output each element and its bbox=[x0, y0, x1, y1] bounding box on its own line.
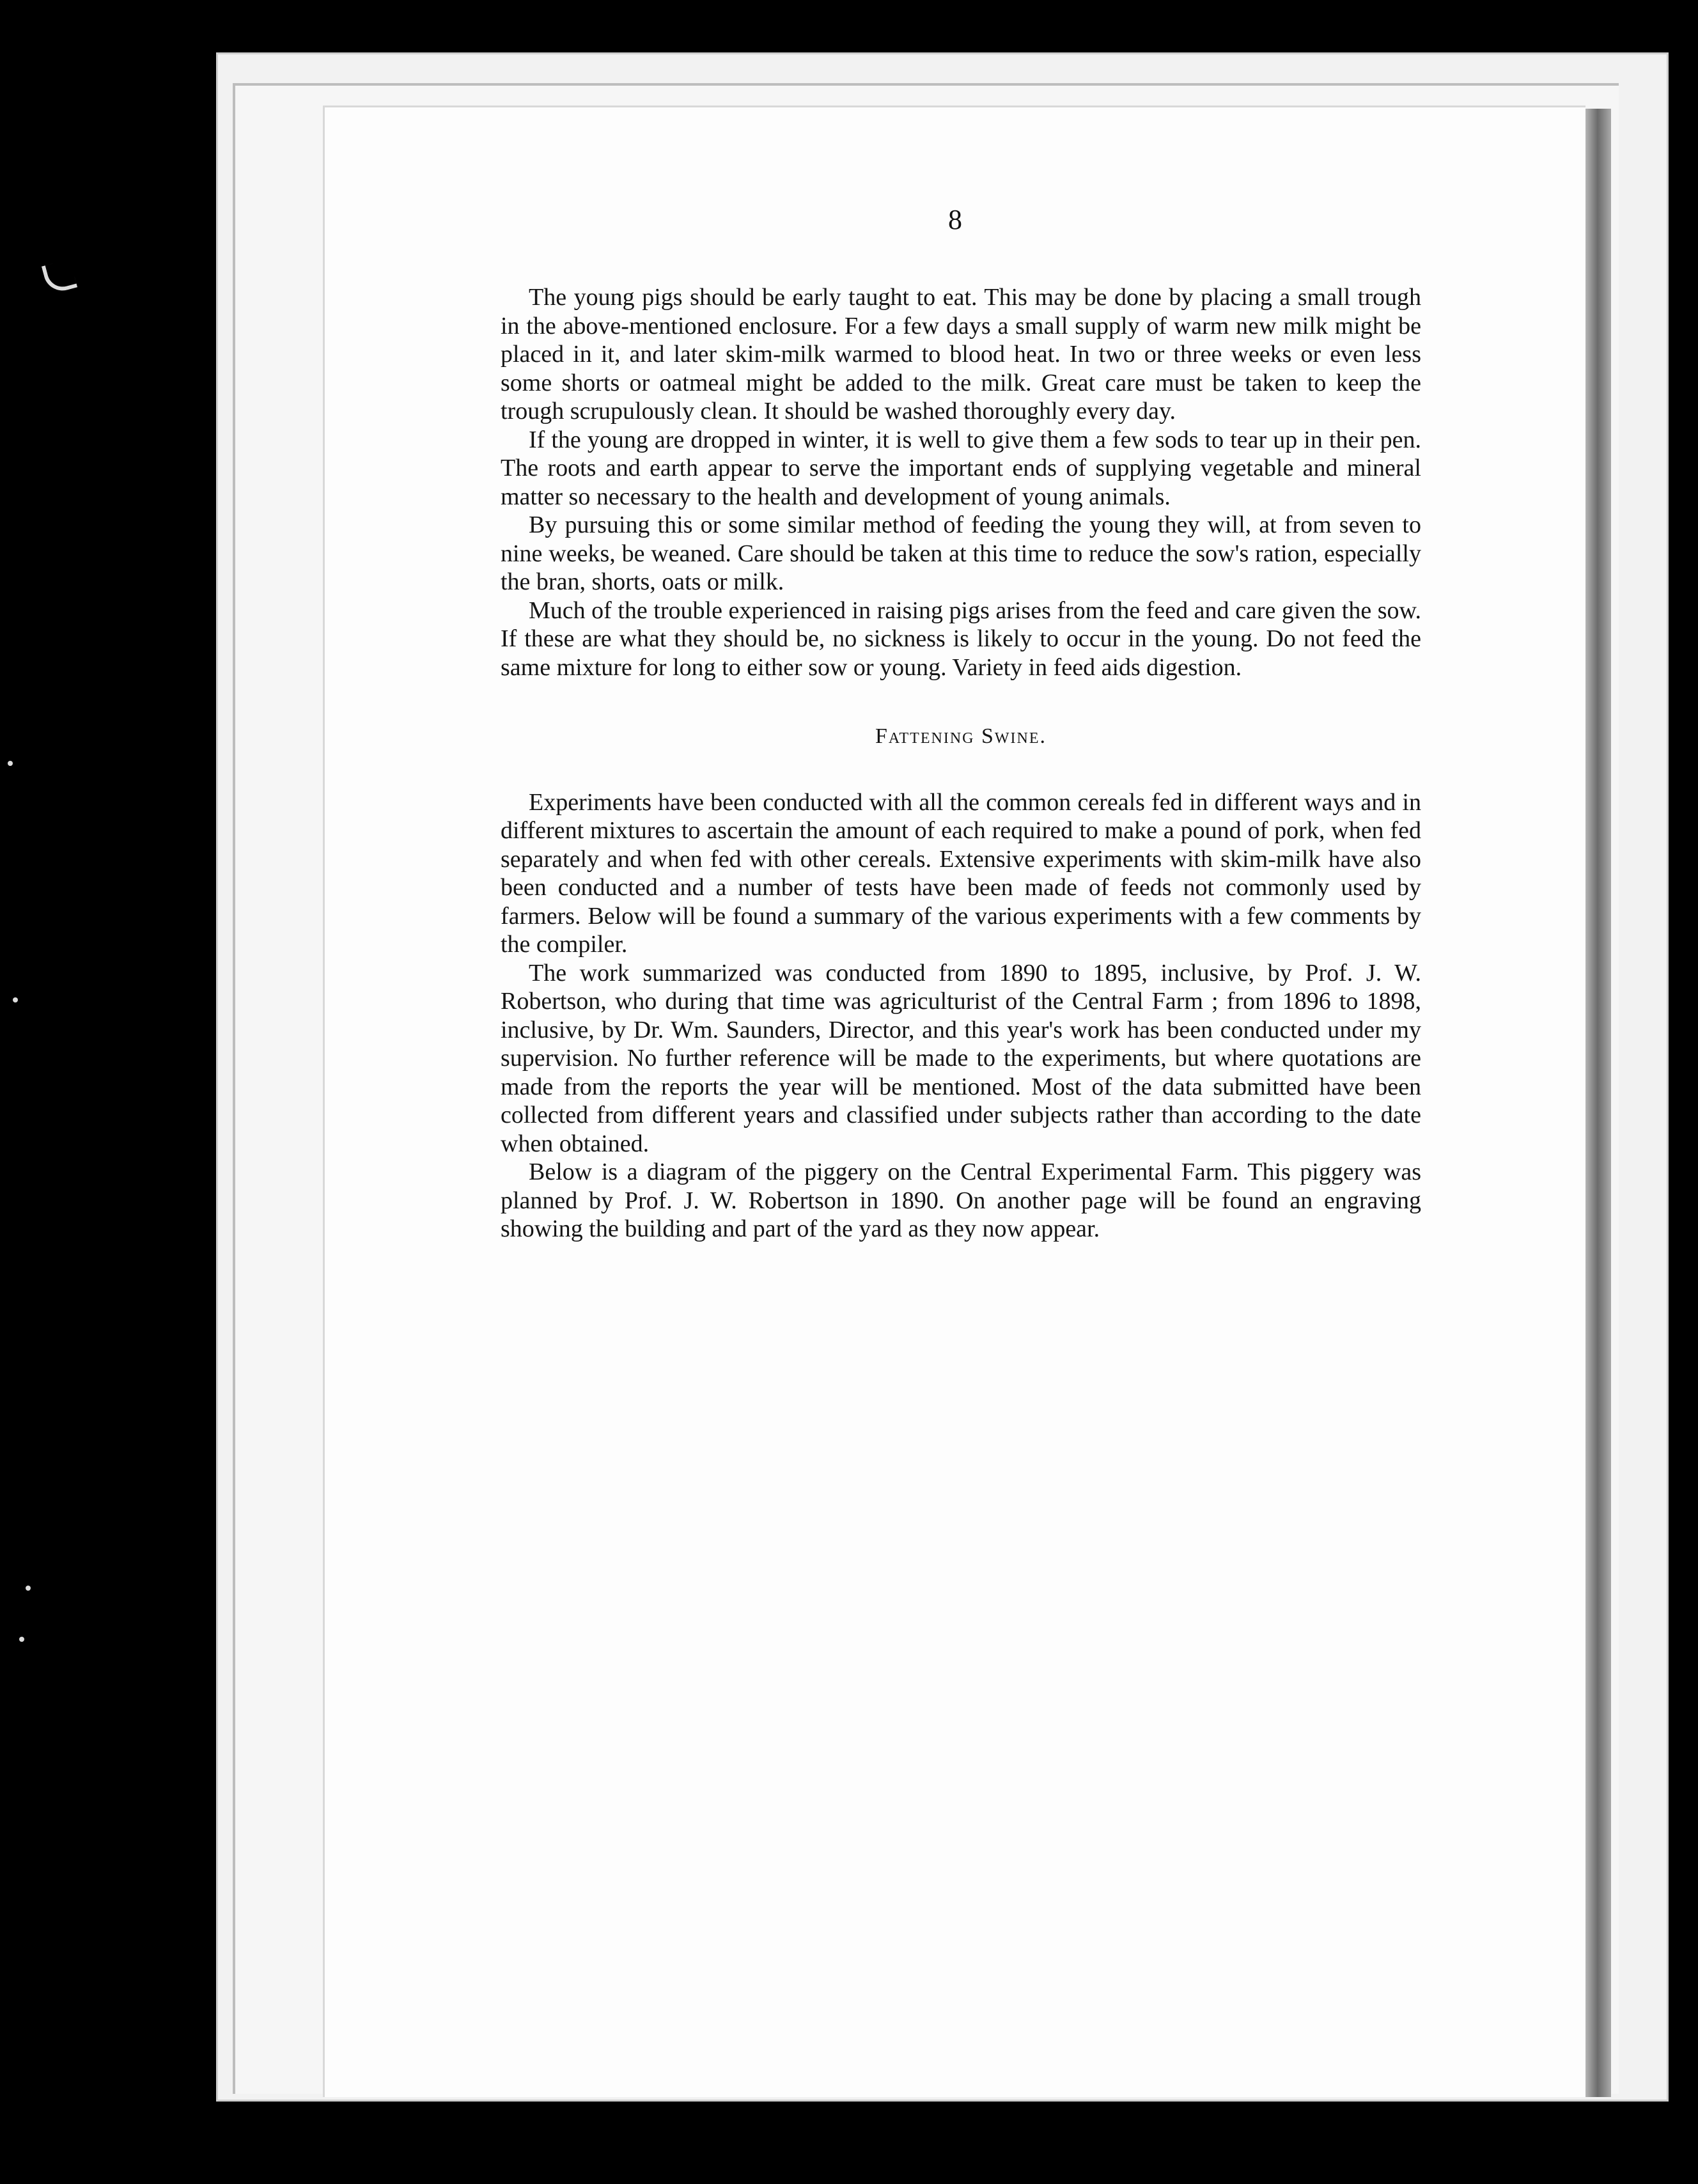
document-page bbox=[323, 105, 1585, 2097]
scan-speck bbox=[26, 1586, 31, 1591]
body-text bbox=[501, 283, 1421, 1244]
paragraph-piggery-diagram: Below is a diagram of the piggery on the Central Experimental Farm. This piggery was planned by Prof. J. W. Robertson in 1890. On another page will be found an engraving showing the building and part of the yard as they now appear. bbox=[501, 1158, 1421, 1242]
scan-speck bbox=[8, 761, 13, 766]
scan-speck bbox=[13, 997, 18, 1002]
page-number: 8 bbox=[948, 204, 962, 235]
scan-speck bbox=[19, 1637, 24, 1642]
paragraph-work-summary: The work summarized was conducted from 1890 to 1895, inclusive, by Prof. J. W. Robertson, who during that time was agriculturist of the Central Farm ; from 1896 to 1898, inclusive, by Dr. Wm. Saunders, Director, and this year's work has been conducted under my supervision. No further reference will be made to the experiments, but where quotations are made from the reports the year will be mentioned. Most of the data submitted have been collected from different years and classified under subjects rather than according to the date when obtained. bbox=[501, 959, 1421, 1157]
paragraph-winter-sods: If the young are dropped in winter, it is well to give them a few sods to tear up in their pen. The roots and earth appear to serve the important ends of supplying vegetable and mineral matter so necessary to the health and development of young animals. bbox=[501, 426, 1421, 510]
section-heading bbox=[501, 722, 1421, 751]
paragraph-pig-feeding: The young pigs should be early taught to eat. This may be done by placing a small trough in the above-mentioned enclosure. For a few days a small supply of warm new milk might be placed in it, and later skim-milk warmed to blood heat. In two or three weeks or even less some shorts or oatmeal might be added to the milk. Great care must be taken to keep the trough scrupulously clean. It should be washed thoroughly every day. bbox=[501, 284, 1421, 425]
margin-scan-mark bbox=[42, 259, 77, 295]
paragraph-experiments: Experiments have been conducted with all the common cereals fed in different ways and in different mixtures to ascertain the amount of each required to make a pound of pork, when fed separately and when fed with other cereals. Extensive experiments with skim-milk have also been conducted and a number of tests have been made of feeds not commonly used by farmers. Below will be found a summary of the various experiments with a few comments by the compiler. bbox=[501, 788, 1421, 958]
paragraph-sow-care: Much of the trouble experienced in raising pigs arises from the feed and care given the sow. If these are what they should be, no sickness is likely to occur in the young. Do not feed the same mixture for long to either sow or young. Variety in feed aids digestion. bbox=[501, 597, 1421, 681]
paragraph-weaning: By pursuing this or some similar method of feeding the young they will, at from seven to nine weeks, be weaned. Care should be taken at this time to reduce the sow's ration, especially the bran, shorts, oats or milk. bbox=[501, 511, 1421, 595]
page-gutter-shadow bbox=[1584, 109, 1611, 2097]
section-heading-text: Fattening Swine. bbox=[875, 724, 1047, 748]
